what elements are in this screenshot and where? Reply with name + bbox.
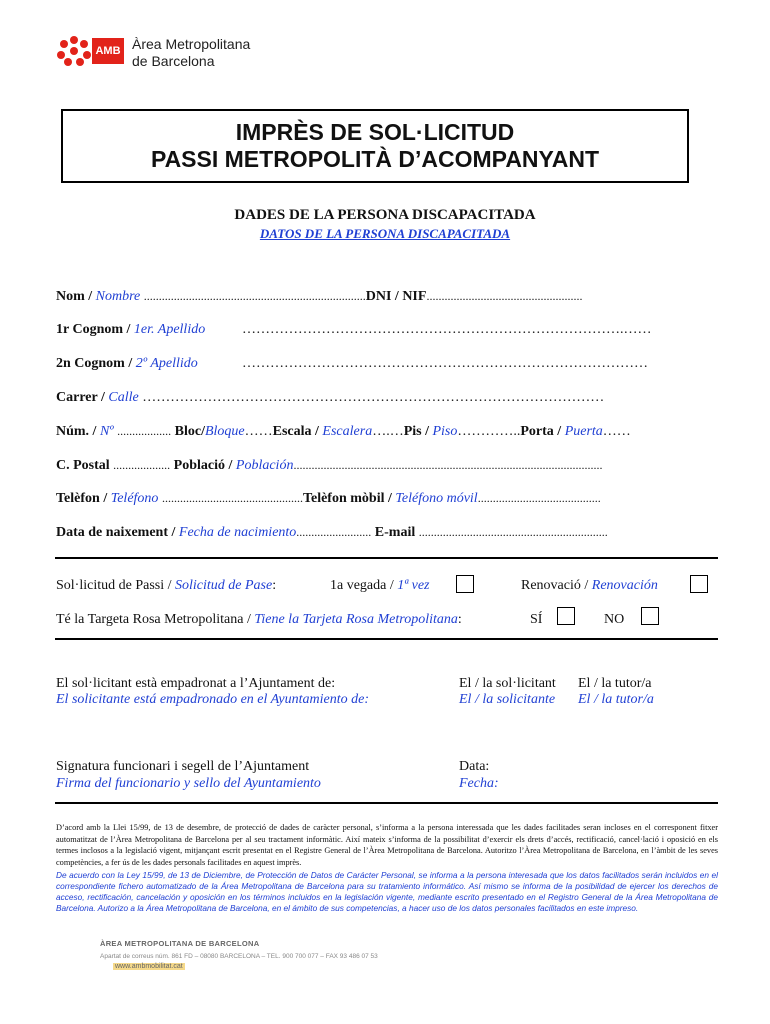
street-row <box>56 390 604 406</box>
yes-label: SÍ <box>530 612 543 627</box>
naixement-label: Data de naixement / <box>56 525 176 540</box>
section-heading-es: DATOS DE LA PERSONA DISCAPACITADA <box>259 226 511 241</box>
title-line1: IMPRÈS DE SOL·LICITUD <box>235 119 515 145</box>
mobil-field[interactable]: ......................................... <box>477 491 601 505</box>
carrer-label: Carrer / <box>56 390 105 405</box>
amb-logo-text: AMB <box>92 38 124 64</box>
dni-label: DNI / NIF <box>365 289 427 304</box>
email-field[interactable]: ............................................................... <box>418 525 608 539</box>
movil-label: Teléfono móvil <box>395 491 478 506</box>
num-es-label: Nº <box>99 424 114 439</box>
nom-field[interactable]: .......................................................................... <box>143 289 366 303</box>
title-line2: PASSI METROPOLITÀ D’ACOMPANYANT <box>150 146 600 172</box>
escalera-label: Escalera <box>322 424 373 439</box>
puerta-label: Puerta <box>564 424 603 439</box>
piso-label: Piso <box>432 424 458 439</box>
poblacio-field[interactable]: ....................................................................................................... <box>293 458 603 472</box>
postal-row <box>56 458 602 474</box>
date-label-ca: Data: <box>459 759 490 774</box>
section-heading-ca: DADES DE LA PERSONA DISCAPACITADA <box>234 207 536 223</box>
porta-label: Porta / <box>520 424 562 439</box>
first-time-label <box>330 578 430 594</box>
surname2-row <box>56 356 198 372</box>
primera-ca: 1a vegada / <box>330 578 394 593</box>
divider <box>55 557 718 559</box>
address-detail-row <box>56 424 631 440</box>
applicant-label-ca: El / la sol·licitant <box>459 676 556 691</box>
org-name-line2: de Barcelona <box>132 53 215 69</box>
bloc-field[interactable]: …… <box>244 424 273 439</box>
renovacio-ca: Renovació / <box>521 578 589 593</box>
apellido1-label: 1er. Apellido <box>133 322 206 337</box>
cognom1-label: 1r Cognom / <box>56 322 131 337</box>
renewal-label <box>521 578 658 594</box>
num-label: Núm. / <box>56 424 97 439</box>
carrer-field[interactable]: ……………………………………………………………………………………… <box>142 390 605 405</box>
telefon-field[interactable]: ............................................... <box>161 491 303 505</box>
phone-row <box>56 491 601 507</box>
surname1-row <box>56 322 205 338</box>
targeta-ca: Té la Targeta Rosa Metropolitana / <box>56 612 251 627</box>
apellido2-label: 2º Apellido <box>135 356 198 371</box>
telefono-label: Teléfono <box>110 491 159 506</box>
naixement-field[interactable]: ......................... <box>296 525 372 539</box>
form-title <box>61 109 689 183</box>
nombre-label: Nombre <box>95 289 141 304</box>
applicant-label-es: El / la solicitante <box>459 692 556 707</box>
cognom1-field[interactable]: ……………………………………………………………………….…… <box>242 322 652 337</box>
no-label: NO <box>604 612 625 627</box>
pis-label: Pis / <box>403 424 429 439</box>
calle-label: Calle <box>108 390 139 405</box>
signature-label-es: Firma del funcionario y sello del Ayuntamiento <box>56 776 321 791</box>
census-label-ca: El sol·licitant està empadronat a l’Ajuntament de: <box>56 676 336 691</box>
escala-label: Escala / <box>272 424 319 439</box>
census-label-es: El solicitante está empadronado en el Ayuntamiento de: <box>56 692 369 707</box>
bloque-label: Bloque <box>204 424 245 439</box>
targeta-colon: : <box>457 612 462 627</box>
pass-request-label <box>56 578 276 594</box>
porta-field[interactable]: …… <box>602 424 631 439</box>
poblacio-label: Població / <box>173 458 233 473</box>
pink-card-label <box>56 612 462 628</box>
nacimiento-label: Fecha de nacimiento <box>178 525 297 540</box>
nom-label: Nom / <box>56 289 93 304</box>
cognom2-label: 2n Cognom / <box>56 356 133 371</box>
cognom2-field[interactable]: …………………………………………………………………………… <box>242 356 648 371</box>
legal-notice-es: De acuerdo con la Ley 15/99, de 13 de Diciembre, de Protección de Datos de Carácter Personal, se informa a la persona interesada que los datos facilitados serán incluidos en el correspondiente fichero automatizado de la Área Metropolitana de Barcelona para su tratamiento informático. Así mismo se informa de la posibilidad de ejercer los derechos de acceso, rectificación, cancelación y oposición en los términos incluidos en la legislación vigente, mediante escrito presentado en el Registro General de la Área Metropolitana de Barcelona. Autorizo a la Área Metropolitana de Barcelona, en el ámbito de sus competencias, a hacer uso de los datos personales facilitados en este impreso. <box>56 870 718 913</box>
birth-row <box>56 525 608 541</box>
tutor-label-ca: El / la tutor/a <box>578 676 652 691</box>
amb-logo-icon <box>56 34 92 68</box>
divider <box>55 802 718 804</box>
email-label: E-mail <box>374 525 416 540</box>
dni-field[interactable]: .................................................... <box>426 289 583 303</box>
pis-field[interactable]: ………….. <box>457 424 521 439</box>
renewal-checkbox[interactable] <box>690 575 708 593</box>
no-checkbox[interactable] <box>641 607 659 625</box>
passi-es: Solicitud de Pase <box>175 578 273 593</box>
yes-checkbox[interactable] <box>557 607 575 625</box>
divider <box>55 638 718 640</box>
passi-ca: Sol·licitud de Passi / <box>56 578 172 593</box>
escala-field[interactable]: ….… <box>372 424 404 439</box>
footer-org: ÀREA METROPOLITANA DE BARCELONA <box>100 939 260 948</box>
num-field[interactable]: .................. <box>117 424 172 438</box>
telefon-label: Telèfon / <box>56 491 108 506</box>
signature-label-ca: Signatura funcionari i segell de l’Ajuntament <box>56 759 310 774</box>
renovacio-es: Renovación <box>591 578 658 593</box>
cp-field[interactable]: ................... <box>113 458 171 472</box>
bloc-label: Bloc/ <box>174 424 205 439</box>
date-label-es: Fecha: <box>459 776 499 791</box>
tutor-label-es: El / la tutor/a <box>578 692 654 707</box>
legal-notice-ca: D’acord amb la Llei 15/99, de 13 de desembre, de protecció de dades de caràcter personal, s’informa a la persona interessada que les dades facilitades seran incloses en el corresponent fitxer automatitzat de l’Àrea Metropolitana de Barcelona per al seu tractament informàtic. Així mateix s’informa de la possibilitat d’exercir els drets d’accés, rectificació, cancel·lació i oposició en els termes inclosos a la legislació vigent, mitjançant escrit presentat en el Registre General de l’Àrea Metropolitana de Barcelona. Autoritzo l’Àrea Metropolitana de Barcelona, en l’àmbit de les seves competències, a fer ús de les dades personals facilitades en aquest imprès. <box>56 823 718 867</box>
footer-website-link[interactable]: www.ambmobilitat.cat <box>115 963 183 970</box>
primera-es: 1ª vez <box>397 578 430 593</box>
poblacion-label: Población <box>235 458 294 473</box>
cp-label: C. Postal <box>56 458 110 473</box>
footer-address: Apartat de correus núm. 861 FD – 08080 BARCELONA – TEL. 900 700 077 – FAX 93 486 07 53 <box>100 953 378 960</box>
first-time-checkbox[interactable] <box>456 575 474 593</box>
passi-colon: : <box>272 578 277 593</box>
mobil-label: Telèfon mòbil / <box>302 491 392 506</box>
targeta-es: Tiene la Tarjeta Rosa Metropolitana <box>254 612 458 627</box>
name-row <box>56 289 582 305</box>
org-name-line1: Àrea Metropolitana <box>132 36 251 52</box>
